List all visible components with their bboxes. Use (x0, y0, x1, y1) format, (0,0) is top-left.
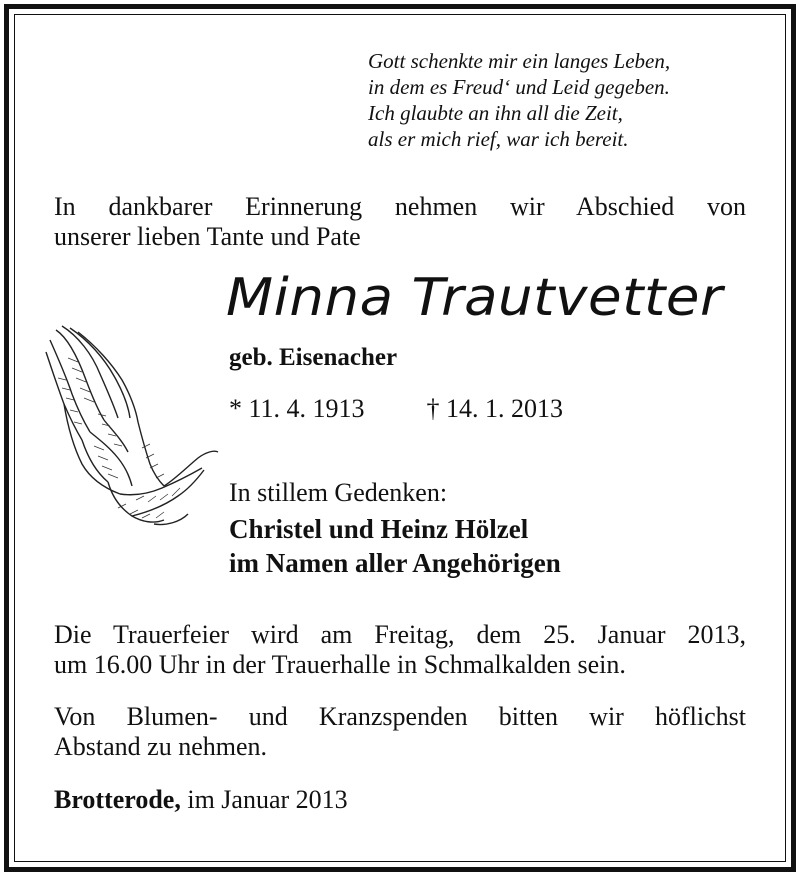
death-date: † 14. 1. 2013 (426, 394, 564, 423)
poem (368, 48, 670, 152)
funeral-notice (54, 620, 746, 680)
intro-line-2: unserer lieben Tante und Pate (54, 222, 361, 251)
poem-line: Gott schenkte mir ein langes Leben, (368, 49, 671, 73)
mourners-names (229, 512, 561, 580)
mourners-line-2: im Namen aller Angehörigen (229, 548, 561, 578)
birth-date: * 11. 4. 1913 (229, 394, 365, 423)
born-name: geb. Eisenacher (229, 344, 398, 371)
intro-line-1: In dankbarer Erinnerung nehmen wir Abschied von (54, 192, 746, 221)
intro-text (54, 192, 746, 252)
mourners-heading: In stillem Gedenken: (229, 478, 448, 507)
signature-date: im Januar 2013 (180, 785, 348, 814)
mourners-line-1: Christel und Heinz Hölzel (229, 514, 529, 544)
praying-hands-icon (38, 318, 220, 528)
poem-line: Ich glaubte an ihn all die Zeit, (368, 101, 623, 125)
funeral-line-1: Die Trauerfeier wird am Freitag, dem 25. Januar 2013, (54, 620, 746, 649)
signature-place: Brotterode, (54, 785, 181, 814)
signature (54, 785, 348, 815)
poem-line: als er mich rief, war ich bereit. (368, 127, 629, 151)
deceased-name: Minna Trautvetter (226, 268, 724, 328)
funeral-line-2: um 16.00 Uhr in der Trauerhalle in Schmalkalden sein. (54, 650, 626, 679)
flowers-notice (54, 702, 746, 762)
flowers-line-2: Abstand zu nehmen. (54, 732, 268, 761)
flowers-line-1: Von Blumen- und Kranzspenden bitten wir höflichst (54, 702, 746, 731)
life-dates (229, 394, 563, 424)
poem-line: in dem es Freud‘ und Leid gegeben. (368, 75, 670, 99)
